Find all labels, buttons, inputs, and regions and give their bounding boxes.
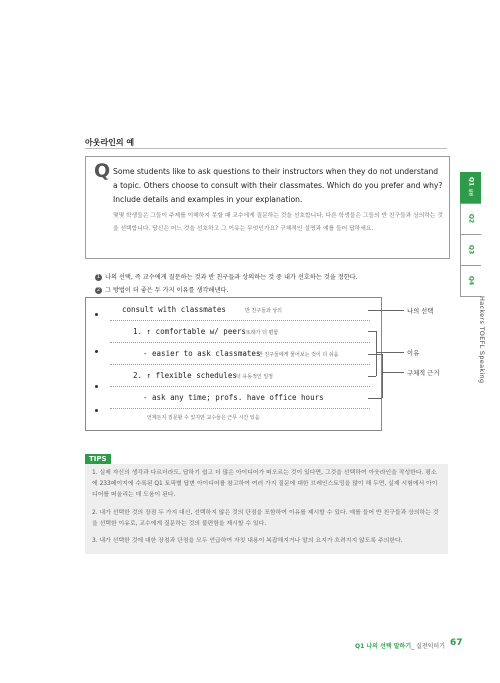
label-reason: 이유 bbox=[407, 350, 420, 357]
connector-line bbox=[376, 352, 404, 353]
note-detail-2-ko: 언제든지 질문할 수 있지만 교수들은 근무 시간 있음 bbox=[147, 415, 260, 421]
footer-chapter-sub: _ 실전익히기 bbox=[411, 643, 446, 650]
step-item bbox=[95, 271, 445, 284]
connector-line bbox=[368, 331, 376, 332]
tab-q2-label: Q2 bbox=[467, 213, 475, 224]
label-my-choice: 나의 선택 bbox=[407, 308, 434, 315]
tab-q1-sub: 실전 bbox=[468, 188, 474, 197]
binder-hole bbox=[95, 409, 98, 412]
note-reason-2-ko: 더 유동적인 일정 bbox=[236, 374, 273, 380]
note-detail-1-ko: 반 친구들에게 물어보는 것이 더 쉬움 bbox=[258, 352, 339, 358]
step-number: 1 bbox=[96, 274, 101, 280]
note-choice-ko: 반 친구들과 상의 bbox=[245, 308, 282, 314]
connector-line bbox=[382, 372, 404, 373]
connector-line bbox=[368, 398, 382, 399]
binder-hole bbox=[95, 350, 98, 353]
tip-item: 1. 실제 자신의 생각과 다르더라도, 답하기 쉽고 더 많은 아이디어가 떠오르는 것이 있다면, 그것을 선택하여 아웃라인을 작성한다. 평소에 233페이지에 수록된 Q1 토픽별 답변 아이디어를 참고하여 여러 가지 질문에 대한 브레인스토밍을 많이 해 두면, 실제 시험에서 아이디어를 떠올리는 데 도움이 된다. bbox=[92, 470, 438, 498]
tab-q3-label: Q3 bbox=[467, 244, 475, 255]
title-divider bbox=[85, 148, 447, 149]
footer-chapter bbox=[355, 641, 445, 650]
tips-badge: TIPS bbox=[85, 454, 111, 464]
step-number: 2 bbox=[96, 287, 101, 293]
note-line bbox=[110, 386, 370, 387]
note-line bbox=[110, 320, 370, 321]
note-reason-2: 2. ↑ flexible schedules bbox=[133, 371, 237, 380]
tip-item: 3. 내가 선택한 것에 대한 장점과 단점을 모두 언급하여 자칫 내용이 복잡해지거나 말의 요지가 흐려지지 않도록 주의한다. bbox=[92, 538, 403, 544]
note-line bbox=[110, 408, 370, 409]
question-letter: Q bbox=[94, 160, 111, 182]
connector-line bbox=[368, 310, 404, 311]
tab-q2[interactable] bbox=[460, 203, 481, 235]
section-title: 아웃라인의 예 bbox=[85, 138, 135, 147]
label-evidence: 구체적 근거 bbox=[407, 370, 440, 377]
binder-hole bbox=[95, 385, 98, 388]
step-text: 나의 선택, 즉 교수에게 질문하는 것과 반 친구들과 상의하는 것 중 내가 선호하는 것을 정한다. bbox=[105, 274, 358, 281]
page-number: 67 bbox=[450, 638, 463, 648]
tab-q1-label: Q1 bbox=[467, 176, 475, 187]
note-reason-1: 1. ↑ comfortable w/ peers bbox=[133, 327, 246, 336]
note-reason-1-ko: 또래가 더 편함 bbox=[246, 330, 279, 336]
question-korean: 몇몇 학생들은 그들이 주제를 이해하지 못할 때 교수에게 질문하는 것을 선호합니다. 다른 학생들은 그들의 반 친구들과 상의하는 것을 선택합니다. 당신은 어느 것을 선호하고 그 이유는 무엇인가요? 구체적인 설명과 예를 들어 답하세요. bbox=[113, 213, 443, 232]
connector-line bbox=[368, 376, 376, 377]
note-detail-2: - ask any time; profs. have office hours bbox=[143, 393, 324, 402]
step-text: 그 방법이 더 좋은 두 가지 이유를 생각해낸다. bbox=[105, 287, 229, 294]
step-item bbox=[95, 284, 445, 297]
connector-line bbox=[368, 354, 382, 355]
note-line bbox=[110, 342, 370, 343]
bracket-line bbox=[382, 354, 383, 398]
side-brand: Hackers TOEFL Speaking bbox=[478, 296, 486, 384]
binder-hole bbox=[95, 313, 98, 316]
tab-q3[interactable] bbox=[460, 234, 481, 266]
note-choice: consult with classmates bbox=[122, 305, 226, 314]
footer-chapter-title: Q1 나의 선택 말하기 bbox=[355, 643, 412, 650]
tab-q1[interactable] bbox=[460, 172, 481, 204]
note-line bbox=[110, 364, 370, 365]
tip-item: 2. 내가 선택한 것의 장점 두 가지 대신, 선택하지 않은 것의 단점을 포함하여 이유를 제시할 수 있다. 예를 들어 반 친구들과 상의하는 것을 선택한 이유로, 교수에게 질문하는 것의 불편함을 제시할 수 있다. bbox=[92, 510, 439, 527]
tab-q4[interactable] bbox=[460, 265, 481, 297]
question-english: Some students like to ask questions to their instructors when they do not understand a topic. Others choose to consult with their classmates. Which do you prefer and why? Include details and examples in your explanation. bbox=[113, 167, 443, 204]
note-detail-1: - easier to ask classmates bbox=[143, 349, 261, 358]
tab-q4-label: Q4 bbox=[467, 275, 475, 286]
